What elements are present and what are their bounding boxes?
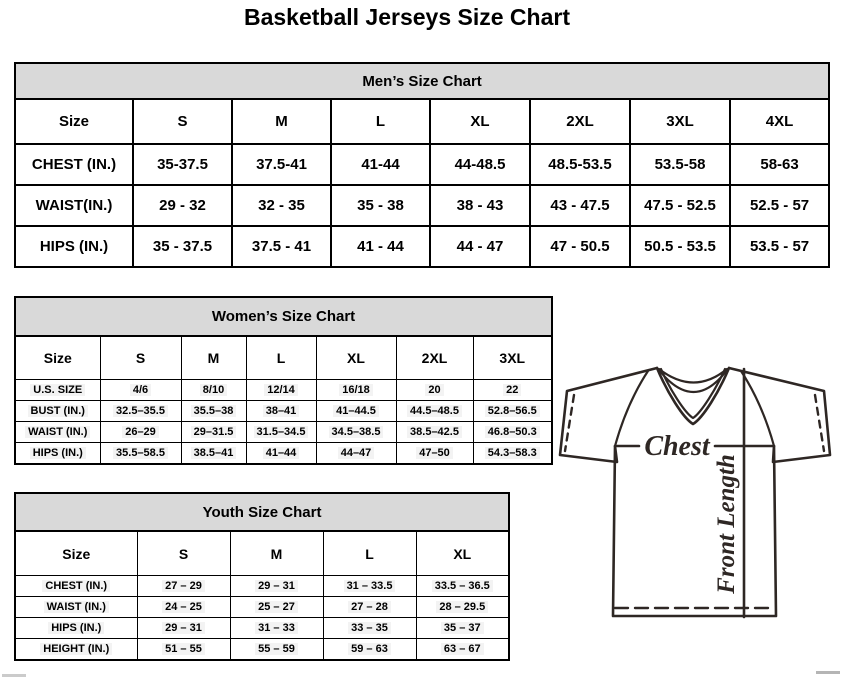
cell-value: 41–44 bbox=[263, 447, 300, 459]
youth-table-header-row bbox=[15, 493, 509, 531]
column-header: 3XL bbox=[630, 99, 730, 144]
mens-size-header-row bbox=[15, 99, 829, 144]
cell-value: 35.5–38 bbox=[191, 405, 237, 417]
womens-table-title: Women’s Size Chart bbox=[15, 297, 552, 336]
column-header: 2XL bbox=[396, 336, 473, 380]
mens-size-chart-table bbox=[14, 62, 830, 268]
youth-size-header-row bbox=[15, 531, 509, 576]
cell-value: 24 – 25 bbox=[162, 601, 205, 613]
table-cell: 52.5 - 57 bbox=[730, 185, 829, 226]
cell-value: 31 – 33.5 bbox=[344, 580, 396, 592]
jersey-armhole-right bbox=[741, 371, 774, 446]
table-cell bbox=[416, 639, 509, 661]
table-cell bbox=[181, 380, 246, 401]
page-title: Basketball Jerseys Size Chart bbox=[243, 4, 570, 30]
table-cell bbox=[316, 401, 396, 422]
table-cell: 38 - 43 bbox=[430, 185, 530, 226]
table-cell bbox=[246, 422, 316, 443]
cell-value: 31.5–34.5 bbox=[254, 426, 309, 438]
row-label-text: WAIST (IN.) bbox=[25, 426, 90, 438]
table-row bbox=[15, 380, 552, 401]
cell-value: 29 – 31 bbox=[162, 622, 205, 634]
column-header: S bbox=[133, 99, 232, 144]
row-label bbox=[15, 618, 137, 639]
column-header: S bbox=[137, 531, 230, 576]
row-label-text: U.S. SIZE bbox=[30, 384, 85, 396]
table-cell bbox=[100, 380, 181, 401]
column-header: M bbox=[181, 336, 246, 380]
table-cell bbox=[181, 422, 246, 443]
table-cell: 58-63 bbox=[730, 144, 829, 185]
size-column-label: Size bbox=[15, 99, 133, 144]
table-cell bbox=[416, 618, 509, 639]
cell-value: 31 – 33 bbox=[255, 622, 298, 634]
row-label bbox=[15, 639, 137, 661]
jersey-armhole-left bbox=[615, 371, 648, 446]
row-label-text: CHEST (IN.) bbox=[42, 580, 110, 592]
column-header: M bbox=[230, 531, 323, 576]
table-cell bbox=[137, 639, 230, 661]
cell-value: 54.3–58.3 bbox=[485, 447, 540, 459]
table-cell: 37.5 - 41 bbox=[232, 226, 331, 267]
table-row bbox=[15, 144, 829, 185]
cell-value: 27 – 29 bbox=[162, 580, 205, 592]
cell-value: 41–44.5 bbox=[333, 405, 379, 417]
table-cell bbox=[473, 422, 552, 443]
cell-value: 22 bbox=[503, 384, 521, 396]
table-cell bbox=[230, 639, 323, 661]
table-cell bbox=[137, 618, 230, 639]
table-cell: 44-48.5 bbox=[430, 144, 530, 185]
table-cell bbox=[100, 422, 181, 443]
front-length-label: Front Length bbox=[713, 454, 740, 594]
row-label-text: HIPS (IN.) bbox=[48, 622, 104, 634]
row-label: WAIST(IN.) bbox=[15, 185, 133, 226]
womens-table-header-row bbox=[15, 297, 552, 336]
row-label bbox=[15, 422, 100, 443]
mens-table-title: Men’s Size Chart bbox=[15, 63, 829, 99]
table-cell bbox=[316, 422, 396, 443]
table-cell bbox=[230, 618, 323, 639]
table-row bbox=[15, 618, 509, 639]
table-cell bbox=[181, 401, 246, 422]
scrollbar-fragment-right bbox=[816, 671, 840, 674]
table-cell: 35 - 38 bbox=[331, 185, 430, 226]
column-header: L bbox=[323, 531, 416, 576]
womens-size-chart-table bbox=[14, 296, 553, 465]
table-cell: 41 - 44 bbox=[331, 226, 430, 267]
cell-value: 47–50 bbox=[416, 447, 453, 459]
table-cell: 35 - 37.5 bbox=[133, 226, 232, 267]
table-cell bbox=[396, 422, 473, 443]
table-cell bbox=[416, 597, 509, 618]
cell-value: 34.5–38.5 bbox=[329, 426, 384, 438]
table-row bbox=[15, 401, 552, 422]
jersey-measurement-diagram bbox=[557, 358, 833, 628]
cell-value: 4/6 bbox=[130, 384, 151, 396]
cell-value: 51 – 55 bbox=[162, 643, 205, 655]
table-row bbox=[15, 576, 509, 597]
table-cell bbox=[316, 380, 396, 401]
table-cell bbox=[473, 443, 552, 465]
row-label-text: BUST (IN.) bbox=[28, 405, 88, 417]
row-label bbox=[15, 401, 100, 422]
cell-value: 29–31.5 bbox=[191, 426, 237, 438]
table-cell: 43 - 47.5 bbox=[530, 185, 630, 226]
table-cell bbox=[473, 401, 552, 422]
column-header: L bbox=[246, 336, 316, 380]
size-column-label: Size bbox=[15, 531, 137, 576]
table-cell bbox=[416, 576, 509, 597]
size-column-label: Size bbox=[15, 336, 100, 380]
table-cell bbox=[323, 639, 416, 661]
table-cell: 50.5 - 53.5 bbox=[630, 226, 730, 267]
table-cell: 53.5-58 bbox=[630, 144, 730, 185]
table-cell bbox=[246, 401, 316, 422]
table-row bbox=[15, 597, 509, 618]
cell-value: 28 – 29.5 bbox=[436, 601, 488, 613]
cell-value: 44–47 bbox=[338, 447, 375, 459]
cell-value: 52.8–56.5 bbox=[485, 405, 540, 417]
column-header: 2XL bbox=[530, 99, 630, 144]
cell-value: 26–29 bbox=[122, 426, 159, 438]
column-header: 4XL bbox=[730, 99, 829, 144]
table-cell bbox=[396, 401, 473, 422]
cell-value: 29 – 31 bbox=[255, 580, 298, 592]
table-cell bbox=[230, 597, 323, 618]
row-label: CHEST (IN.) bbox=[15, 144, 133, 185]
cell-value: 44.5–48.5 bbox=[407, 405, 462, 417]
cell-value: 20 bbox=[425, 384, 443, 396]
cell-value: 38–41 bbox=[263, 405, 300, 417]
youth-size-chart-table bbox=[14, 492, 510, 661]
row-label bbox=[15, 576, 137, 597]
table-row bbox=[15, 422, 552, 443]
table-cell: 37.5-41 bbox=[232, 144, 331, 185]
table-cell bbox=[323, 597, 416, 618]
table-row bbox=[15, 443, 552, 465]
table-cell: 35-37.5 bbox=[133, 144, 232, 185]
cell-value: 38.5–42.5 bbox=[407, 426, 462, 438]
table-cell bbox=[396, 443, 473, 465]
row-label-text: HEIGHT (IN.) bbox=[40, 643, 112, 655]
cell-value: 12/14 bbox=[264, 384, 298, 396]
scrollbar-fragment-left bbox=[2, 674, 26, 677]
row-label-text: HIPS (IN.) bbox=[30, 447, 86, 459]
cell-value: 32.5–35.5 bbox=[113, 405, 168, 417]
table-cell: 32 - 35 bbox=[232, 185, 331, 226]
youth-table-title: Youth Size Chart bbox=[15, 493, 509, 531]
table-cell bbox=[473, 380, 552, 401]
jersey-diagram-svg bbox=[557, 358, 833, 628]
cell-value: 35 – 37 bbox=[441, 622, 484, 634]
table-cell bbox=[316, 443, 396, 465]
cell-value: 16/18 bbox=[339, 384, 373, 396]
column-header: M bbox=[232, 99, 331, 144]
table-cell bbox=[246, 380, 316, 401]
table-cell bbox=[100, 401, 181, 422]
table-cell bbox=[137, 597, 230, 618]
column-header: S bbox=[100, 336, 181, 380]
table-cell: 41-44 bbox=[331, 144, 430, 185]
cell-value: 46.8–50.3 bbox=[485, 426, 540, 438]
table-row bbox=[15, 226, 829, 267]
table-cell: 29 - 32 bbox=[133, 185, 232, 226]
row-label: HIPS (IN.) bbox=[15, 226, 133, 267]
column-header: XL bbox=[316, 336, 396, 380]
cell-value: 35.5–58.5 bbox=[113, 447, 168, 459]
cell-value: 25 – 27 bbox=[255, 601, 298, 613]
table-cell: 47 - 50.5 bbox=[530, 226, 630, 267]
table-cell: 48.5-53.5 bbox=[530, 144, 630, 185]
table-row bbox=[15, 639, 509, 661]
row-label-text: WAIST (IN.) bbox=[44, 601, 109, 613]
cell-value: 63 – 67 bbox=[441, 643, 484, 655]
column-header: XL bbox=[430, 99, 530, 144]
womens-size-header-row bbox=[15, 336, 552, 380]
table-cell bbox=[230, 576, 323, 597]
jersey-cuff-dash-right bbox=[815, 395, 824, 451]
table-cell bbox=[323, 618, 416, 639]
chest-label: Chest bbox=[644, 431, 710, 462]
cell-value: 55 – 59 bbox=[255, 643, 298, 655]
cell-value: 38.5–41 bbox=[191, 447, 237, 459]
row-label bbox=[15, 380, 100, 401]
cell-value: 33 – 35 bbox=[348, 622, 391, 634]
cell-value: 33.5 – 36.5 bbox=[432, 580, 493, 592]
table-row bbox=[15, 185, 829, 226]
table-cell bbox=[181, 443, 246, 465]
cell-value: 8/10 bbox=[200, 384, 227, 396]
table-cell bbox=[323, 576, 416, 597]
jersey-outline bbox=[560, 368, 830, 616]
jersey-collar-arc-2 bbox=[659, 370, 727, 392]
table-cell bbox=[100, 443, 181, 465]
table-cell bbox=[246, 443, 316, 465]
table-cell bbox=[137, 576, 230, 597]
row-label bbox=[15, 597, 137, 618]
table-cell: 47.5 - 52.5 bbox=[630, 185, 730, 226]
table-cell: 44 - 47 bbox=[430, 226, 530, 267]
table-cell bbox=[396, 380, 473, 401]
column-header: 3XL bbox=[473, 336, 552, 380]
mens-table-header-row bbox=[15, 63, 829, 99]
cell-value: 27 – 28 bbox=[348, 601, 391, 613]
column-header: L bbox=[331, 99, 430, 144]
column-header: XL bbox=[416, 531, 509, 576]
table-cell: 53.5 - 57 bbox=[730, 226, 829, 267]
row-label bbox=[15, 443, 100, 465]
cell-value: 59 – 63 bbox=[348, 643, 391, 655]
